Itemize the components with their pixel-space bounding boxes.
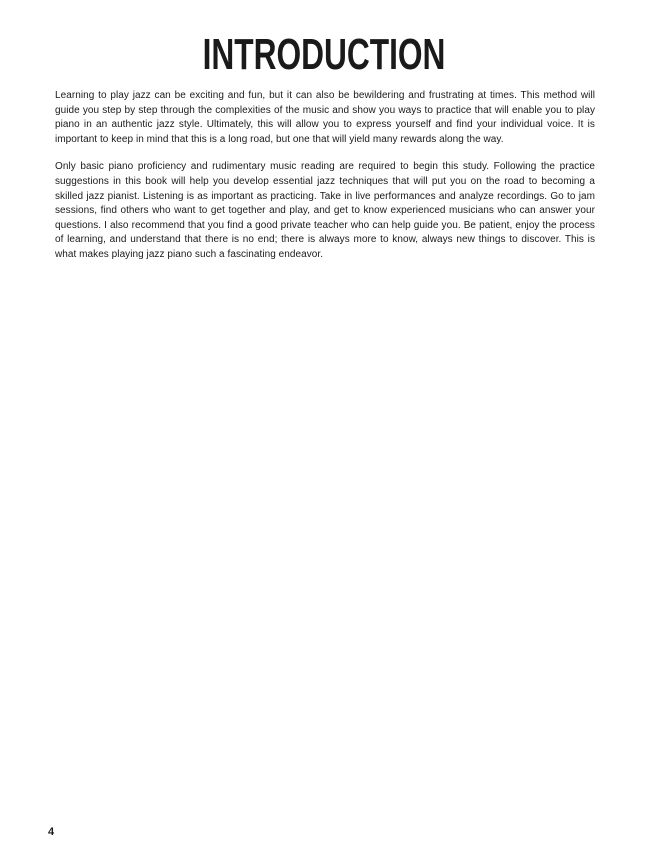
paragraph-2: Only basic piano proficiency and rudimentary music reading are required to begin this study. Following the practice suggestions in this book will help you develop essential jazz techniques that will put you on the road to becoming a skilled jazz pianist. Listening is as important as practicing. Take in live performances and analyze recordings. Go to jam sessions, find others who want to get together and play, and get to know experienced musicians who can answer your questions. I also recommend that you find a good private teacher who can help guide you. Be patient, enjoy the process of learning, and understand that there is no end; there is always more to know, always new things to discover. This is what makes playing jazz piano such a fascinating endeavor.	[55, 161, 595, 260]
paragraph-1: Learning to play jazz can be exciting and fun, but it can also be bewildering and frustrating at times. This method will guide you step by step through the complexities of the music and show you ways to practice that will enable you to play piano in an authentic jazz style. Ultimately, this will allow you to express yourself and find your individual voice. It is important to keep in mind that this is a long road, but one that will yield many rewards along the way.	[55, 90, 595, 145]
page-number: 4	[48, 826, 55, 838]
page-title: INTRODUCTION	[202, 30, 446, 79]
body-text	[55, 89, 595, 276]
